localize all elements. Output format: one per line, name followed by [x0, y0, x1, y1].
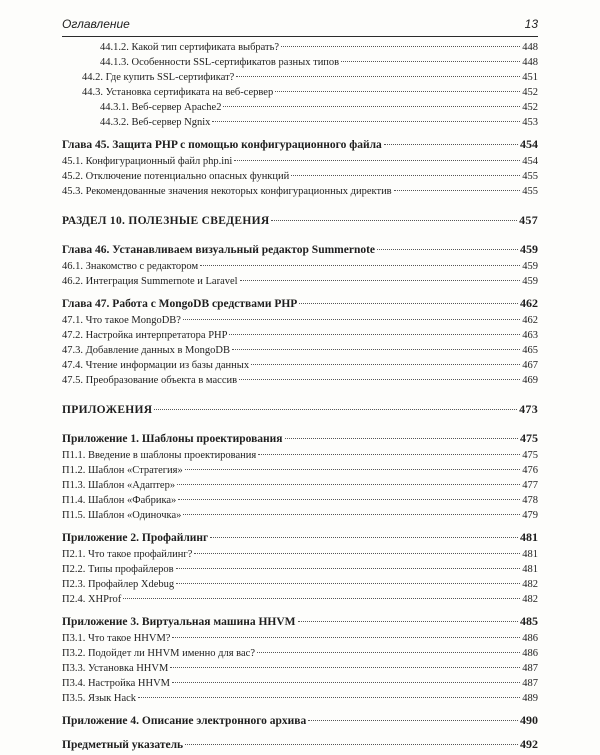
- toc-page-number: 452: [522, 87, 538, 98]
- toc-entry-title: Приложение 1. Шаблоны проектирования: [62, 433, 283, 445]
- toc-page-number: 463: [522, 330, 538, 341]
- toc-chapter-heading[interactable]: [62, 134, 538, 154]
- toc-chapter-heading[interactable]: [62, 710, 538, 730]
- toc-page-number: 482: [522, 579, 538, 590]
- toc-page-number: 457: [519, 213, 538, 227]
- toc-entry[interactable]: [62, 274, 538, 289]
- toc-page-number: 486: [522, 648, 538, 659]
- toc-page-number: 475: [520, 431, 538, 445]
- toc-page-number: 448: [522, 57, 538, 68]
- toc-entry-title: 47.2. Настройка интерпретатора PHP: [62, 330, 228, 341]
- toc-entry[interactable]: [62, 85, 538, 100]
- toc-entry-title: П2.2. Типы профайлеров: [62, 564, 174, 575]
- dot-leader: [176, 583, 520, 584]
- header-section-title: Оглавление: [62, 17, 130, 31]
- toc-entry[interactable]: [62, 508, 538, 523]
- toc-entry[interactable]: [62, 547, 538, 562]
- dot-leader: [298, 621, 518, 622]
- toc-chapter-heading[interactable]: [62, 734, 538, 754]
- toc-page-number: 459: [522, 261, 538, 272]
- toc-entry-title: П3.2. Подойдет ли HHVM именно для вас?: [62, 648, 255, 659]
- dot-leader: [258, 454, 520, 455]
- toc-page-number: 481: [520, 530, 538, 544]
- toc-entry[interactable]: [62, 373, 538, 388]
- toc-chapter-heading[interactable]: [62, 239, 538, 259]
- toc-page-number: 481: [522, 549, 538, 560]
- dot-leader: [178, 499, 520, 500]
- toc-page-number: 473: [519, 402, 538, 416]
- toc-entry[interactable]: [62, 328, 538, 343]
- dot-leader: [257, 652, 520, 653]
- dot-leader: [212, 121, 520, 122]
- toc-entry-title: 45.2. Отключение потенциально опасных функций: [62, 171, 290, 182]
- toc-page-number: 475: [522, 450, 538, 461]
- toc-entry[interactable]: [62, 343, 538, 358]
- toc-page-number: 476: [522, 465, 538, 476]
- dot-leader: [200, 265, 520, 266]
- toc-page-number: 487: [522, 663, 538, 674]
- dot-leader: [281, 46, 520, 47]
- toc-entry[interactable]: [62, 169, 538, 184]
- toc-entry[interactable]: [62, 478, 538, 493]
- toc-page-number: 485: [520, 614, 538, 628]
- dot-leader: [308, 720, 518, 721]
- toc-entry[interactable]: [62, 631, 538, 646]
- dot-leader: [271, 220, 517, 221]
- dot-leader: [240, 280, 521, 281]
- toc-entry[interactable]: [62, 184, 538, 199]
- toc-entry-title: П1.5. Шаблон «Одиночка»: [62, 510, 182, 521]
- dot-leader: [299, 303, 518, 304]
- toc-entry-title: 47.3. Добавление данных в MongoDB: [62, 345, 230, 356]
- dot-leader: [285, 438, 519, 439]
- dot-leader: [236, 76, 520, 77]
- toc-entry-title: Приложение 3. Виртуальная машина HHVM: [62, 616, 296, 628]
- toc-entry-title: 47.1. Что такое MongoDB?: [62, 315, 181, 326]
- toc-chapter-heading[interactable]: [62, 527, 538, 547]
- toc-entry-title: Глава 45. Защита PHP с помощью конфигурационного файла: [62, 139, 382, 151]
- dot-leader: [229, 334, 520, 335]
- toc-entry-title: П1.2. Шаблон «Стратегия»: [62, 465, 183, 476]
- toc-entry-title: 44.2. Где купить SSL-сертификат?: [82, 72, 235, 83]
- dot-leader: [377, 249, 518, 250]
- toc-entry[interactable]: [62, 100, 538, 115]
- toc-chapter-heading[interactable]: [62, 611, 538, 631]
- toc-page-number: 479: [522, 510, 538, 521]
- dot-leader: [210, 537, 518, 538]
- toc-page-number: 455: [522, 186, 538, 197]
- toc-page-number: 462: [522, 315, 538, 326]
- dot-leader: [176, 568, 521, 569]
- toc-entry[interactable]: [62, 115, 538, 130]
- dot-leader: [177, 484, 520, 485]
- dot-leader: [384, 144, 518, 145]
- dot-leader: [234, 160, 520, 161]
- toc-page-number: 452: [522, 102, 538, 113]
- table-of-contents: [62, 40, 538, 754]
- toc-page-number: 489: [522, 693, 538, 704]
- toc-entry-title: П2.1. Что такое профайлинг?: [62, 549, 193, 560]
- toc-page-number: 459: [522, 276, 538, 287]
- dot-leader: [172, 682, 520, 683]
- toc-chapter-heading[interactable]: [62, 293, 538, 313]
- toc-entry-title: 46.1. Знакомство с редактором: [62, 261, 199, 272]
- toc-page-number: 487: [522, 678, 538, 689]
- toc-page-number: 486: [522, 633, 538, 644]
- toc-entry-title: Приложение 2. Профайлинг: [62, 532, 209, 544]
- toc-entry[interactable]: [62, 676, 538, 691]
- toc-entry[interactable]: [62, 259, 538, 274]
- toc-page-number: 462: [520, 296, 538, 310]
- dot-leader: [394, 190, 521, 191]
- dot-leader: [239, 379, 520, 380]
- dot-leader: [291, 175, 520, 176]
- toc-page-number: 469: [522, 375, 538, 386]
- toc-entry-title: 47.5. Преобразование объекта в массив: [62, 375, 238, 386]
- toc-page-number: 453: [522, 117, 538, 128]
- dot-leader: [123, 598, 520, 599]
- toc-entry-title: Предметный указатель: [62, 739, 184, 751]
- toc-entry-title: 45.3. Рекомендованные значения некоторых конфигурационных директив: [62, 186, 392, 197]
- toc-entry-title: П2.3. Профайлер Xdebug: [62, 579, 175, 590]
- toc-entry[interactable]: [62, 661, 538, 676]
- toc-entry[interactable]: [62, 463, 538, 478]
- dot-leader: [170, 667, 520, 668]
- toc-page-number: 451: [522, 72, 538, 83]
- toc-entry-title: 44.3. Установка сертификата на веб-сервер: [82, 87, 274, 98]
- dot-leader: [341, 61, 520, 62]
- toc-entry[interactable]: [62, 358, 538, 373]
- toc-entry[interactable]: [62, 691, 538, 706]
- toc-entry[interactable]: [62, 70, 538, 85]
- toc-page-number: 465: [522, 345, 538, 356]
- dot-leader: [194, 553, 520, 554]
- toc-entry-title: Приложение 4. Описание электронного архива: [62, 715, 307, 727]
- toc-page-number: 478: [522, 495, 538, 506]
- dot-leader: [185, 744, 518, 745]
- toc-page-number: 477: [522, 480, 538, 491]
- toc-entry[interactable]: [62, 577, 538, 592]
- toc-chapter-heading[interactable]: [62, 428, 538, 448]
- toc-entry-title: П3.5. Язык Hack: [62, 693, 137, 704]
- toc-entry-title: П1.3. Шаблон «Адаптер»: [62, 480, 176, 491]
- toc-entry-title: П3.1. Что такое HHVM?: [62, 633, 171, 644]
- toc-entry-title: Глава 46. Устанавливаем визуальный редактор Summernote: [62, 244, 376, 256]
- dot-leader: [185, 469, 521, 470]
- dot-leader: [183, 319, 520, 320]
- dot-leader: [154, 409, 517, 410]
- toc-entry[interactable]: [62, 40, 538, 55]
- toc-entry-title: 45.1. Конфигурационный файл php.ini: [62, 156, 233, 167]
- dot-leader: [275, 91, 520, 92]
- toc-page-number: 482: [522, 594, 538, 605]
- toc-entry[interactable]: [62, 592, 538, 607]
- toc-entry-title: 44.1.2. Какой тип сертификата выбрать?: [100, 42, 280, 53]
- dot-leader: [183, 514, 520, 515]
- toc-entry-title: П3.3. Установка HHVM: [62, 663, 169, 674]
- toc-entry[interactable]: [62, 448, 538, 463]
- dot-leader: [232, 349, 520, 350]
- toc-page-number: 467: [522, 360, 538, 371]
- toc-page-number: 448: [522, 42, 538, 53]
- toc-entry-title: РАЗДЕЛ 10. ПОЛЕЗНЫЕ СВЕДЕНИЯ: [62, 215, 270, 227]
- toc-page-number: 459: [520, 242, 538, 256]
- toc-entry-title: П2.4. XHProf: [62, 594, 122, 605]
- toc-entry-title: П3.4. Настройка HHVM: [62, 678, 171, 689]
- header-page-number: 13: [524, 17, 538, 31]
- toc-entry-title: 47.4. Чтение информации из базы данных: [62, 360, 250, 371]
- dot-leader: [138, 697, 520, 698]
- toc-entry-title: П1.4. Шаблон «Фабрика»: [62, 495, 177, 506]
- dot-leader: [172, 637, 520, 638]
- toc-entry[interactable]: [62, 55, 538, 70]
- toc-page-number: 481: [522, 564, 538, 575]
- toc-entry[interactable]: [62, 646, 538, 661]
- toc-entry-title: 46.2. Интеграция Summernote и Laravel: [62, 276, 238, 287]
- toc-entry[interactable]: [62, 313, 538, 328]
- toc-page-number: 455: [522, 171, 538, 182]
- running-header: [62, 14, 538, 37]
- toc-entry-title: ПРИЛОЖЕНИЯ: [62, 404, 153, 416]
- toc-entry[interactable]: [62, 562, 538, 577]
- toc-section-heading[interactable]: [62, 398, 538, 420]
- dot-leader: [251, 364, 520, 365]
- toc-page-number: 490: [520, 713, 538, 727]
- toc-section-heading[interactable]: [62, 209, 538, 231]
- toc-page-number: 454: [520, 137, 538, 151]
- toc-entry-title: 44.1.3. Особенности SSL-сертификатов разных типов: [100, 57, 340, 68]
- toc-entry-title: 44.3.2. Веб-сервер Ngnix: [100, 117, 211, 128]
- toc-entry[interactable]: [62, 154, 538, 169]
- toc-entry-title: Глава 47. Работа с MongoDB средствами PHP: [62, 298, 298, 310]
- toc-page-number: 454: [522, 156, 538, 167]
- dot-leader: [223, 106, 520, 107]
- toc-entry-title: П1.1. Введение в шаблоны проектирования: [62, 450, 257, 461]
- toc-entry-title: 44.3.1. Веб-сервер Apache2: [100, 102, 222, 113]
- toc-entry[interactable]: [62, 493, 538, 508]
- toc-page-number: 492: [520, 737, 538, 751]
